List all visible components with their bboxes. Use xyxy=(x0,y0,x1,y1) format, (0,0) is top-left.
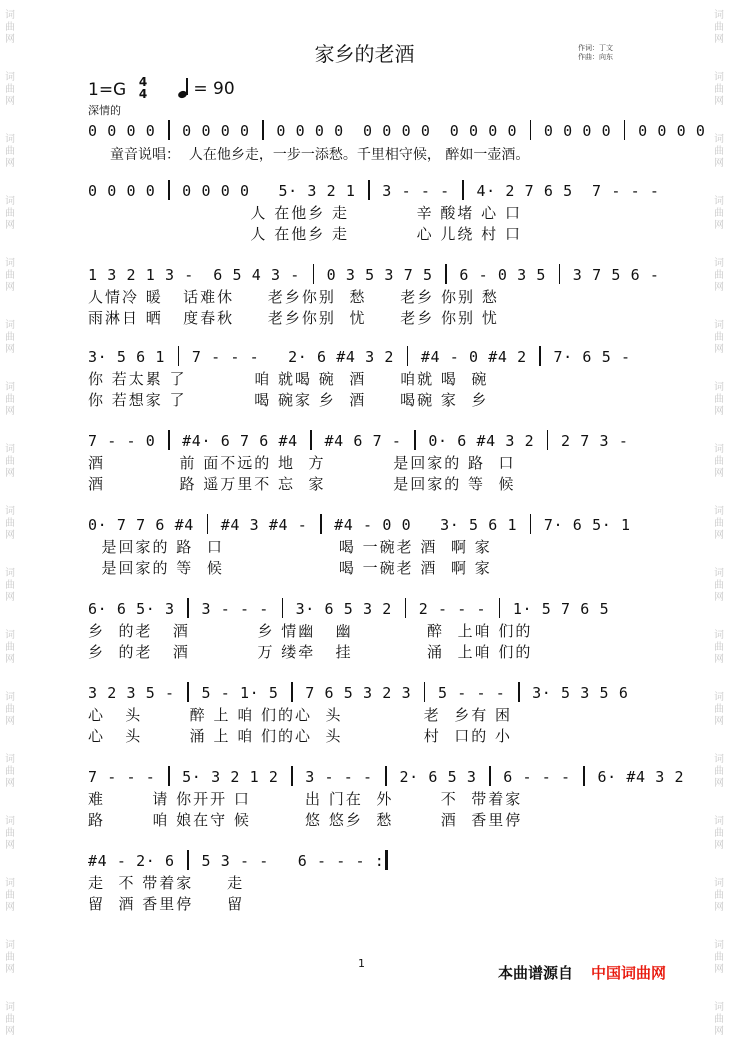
bar-line xyxy=(559,264,561,284)
bar-line xyxy=(368,180,370,200)
bar-line xyxy=(291,682,293,702)
lyrics-verse-1: 难 请 你开开 口 出 门在 外 不 带着家 xyxy=(88,790,523,808)
bar-line xyxy=(291,766,293,786)
bar-line xyxy=(407,346,409,366)
watermark-left xyxy=(3,10,17,1064)
watermark-text: 词 曲 网 xyxy=(5,444,15,479)
lyrics-verse-1: 酒 前 面不远的 地 方 是回家的 路 口 xyxy=(88,454,516,472)
bar-line xyxy=(518,682,520,702)
watermark-text: 词 曲 网 xyxy=(714,568,724,603)
system-notes: 6· 6 5· 3 3 - - - 3· 6 5 3 2 2 - - - 1· 5 7 6 5 xyxy=(88,600,610,618)
system-notes: 7 - - 0 #4· 6 7 6 #4 #4 6 7 - 0· 6 #4 3 2 2 7 3 - xyxy=(88,432,629,450)
bar-line xyxy=(424,682,426,702)
key-signature: 1=G xyxy=(88,80,127,100)
bar-line xyxy=(583,766,585,786)
lyrics-verse-2: 人 在他乡 走 心 儿绕 村 口 xyxy=(88,225,522,243)
expression-marking: 深情的 xyxy=(88,104,121,117)
watermark-text: 词 曲 网 xyxy=(5,940,15,975)
bar-line xyxy=(547,430,549,450)
watermark-text: 词 曲 网 xyxy=(714,692,724,727)
watermark-text: 词 曲 网 xyxy=(714,630,724,665)
lyrics-verse-1: 人 在他乡 走 辛 酸堵 心 口 xyxy=(88,204,522,222)
watermark-text: 词 曲 网 xyxy=(714,506,724,541)
end-bar-line xyxy=(385,850,388,870)
watermark-text: 词 曲 网 xyxy=(714,134,724,169)
watermark-text: 词 曲 网 xyxy=(5,878,15,913)
system-notes: 3 2 3 5 - 5 - 1· 5 7 6 5 3 2 3 5 - - - 3· 5 3 5 6 xyxy=(88,684,629,702)
lyricist: 作词：丁文 xyxy=(578,44,613,52)
bar-line xyxy=(313,264,315,284)
watermark-text: 词 曲 网 xyxy=(714,72,724,107)
song-title: 家乡的老酒 xyxy=(314,42,415,66)
watermark-text: 词 曲 网 xyxy=(714,1002,724,1037)
watermark-text: 词 曲 网 xyxy=(5,382,15,417)
bar-line xyxy=(207,514,209,534)
bar-line xyxy=(624,120,626,140)
watermark-text: 词 曲 网 xyxy=(714,382,724,417)
lyrics-verse-1: 心 头 醉 上 咱 们的心 头 老 乡有 困 xyxy=(88,706,513,724)
bar-line xyxy=(168,180,170,200)
bar-line xyxy=(187,598,189,618)
watermark-text: 词 曲 网 xyxy=(5,1002,15,1037)
lyrics-verse-1: 你 若太累 了 咱 就喝 碗 酒 咱就 喝 碗 xyxy=(88,370,489,388)
watermark-text: 词 曲 网 xyxy=(5,320,15,355)
system-notes: 0 0 0 0 0 0 0 0 5· 3 2 1 3 - - - 4· 2 7 6 5 7 - - - xyxy=(88,182,660,200)
watermark-text: 词 曲 网 xyxy=(714,320,724,355)
system-notes: 0· 7 7 6 #4 #4 3 #4 - #4 - 0 0 3· 5 6 1 7· 6 5· 1 xyxy=(88,516,631,534)
source-site: 中国词曲网 xyxy=(591,964,667,982)
system-notes: #4 - 2· 6 5 3 - - 6 - - - : xyxy=(88,850,648,870)
watermark-text: 词 曲 网 xyxy=(5,72,15,107)
lyrics-verse-1: 走 不 带着家 走 xyxy=(88,874,245,892)
bar-line xyxy=(282,598,284,618)
bar-line xyxy=(499,598,501,618)
watermark-text: 词 曲 网 xyxy=(714,940,724,975)
watermark-text: 词 曲 网 xyxy=(714,878,724,913)
watermark-text: 词 曲 网 xyxy=(5,258,15,293)
watermark-text: 词 曲 网 xyxy=(5,568,15,603)
source-credit xyxy=(498,962,666,983)
tempo-marking xyxy=(178,78,235,99)
credits xyxy=(578,44,613,62)
bar-line xyxy=(187,682,189,702)
lyrics-verse-2: 酒 路 遥万里不 忘 家 是回家的 等 候 xyxy=(88,475,516,493)
bar-line xyxy=(320,514,322,534)
bar-line xyxy=(462,180,464,200)
watermark-text: 词 曲 网 xyxy=(714,816,724,851)
watermark-text: 词 曲 网 xyxy=(5,10,15,45)
tempo-value: = 90 xyxy=(193,79,235,99)
bar-line xyxy=(168,766,170,786)
lyrics-verse-2: 你 若想家 了 喝 碗家 乡 酒 喝碗 家 乡 xyxy=(88,391,489,409)
time-signature-bottom: 4 xyxy=(138,87,148,101)
intro-narration: 童音说唱： 人在他乡走，一步一添愁。千里相守候， 醉如一壶酒。 xyxy=(110,147,530,163)
watermark-text: 词 曲 网 xyxy=(714,754,724,789)
watermark-right xyxy=(712,10,726,1064)
lyrics-verse-2: 雨淋日 晒 度春秋 老乡你别 忧 老乡 你别 忧 xyxy=(88,309,499,327)
bar-line xyxy=(539,346,541,366)
watermark-text: 词 曲 网 xyxy=(714,10,724,45)
source-prefix: 本曲谱源自 xyxy=(498,964,574,982)
watermark-text: 词 曲 网 xyxy=(714,196,724,231)
bar-line xyxy=(178,346,180,366)
bar-line xyxy=(262,120,264,140)
bar-line xyxy=(414,430,416,450)
lyrics-verse-1: 乡 的老 酒 乡 情幽 幽 醉 上咱 们的 xyxy=(88,622,533,640)
composer: 作曲：向东 xyxy=(578,53,613,61)
bar-line xyxy=(489,766,491,786)
bar-line xyxy=(530,120,532,140)
lyrics-verse-1: 人情冷 暖 话难休 老乡你别 愁 老乡 你别 愁 xyxy=(88,288,499,306)
time-signature xyxy=(137,76,149,100)
watermark-text: 词 曲 网 xyxy=(5,196,15,231)
bar-line xyxy=(530,514,532,534)
bar-line xyxy=(385,766,387,786)
lyrics-verse-2: 路 咱 娘在守 候 悠 悠乡 愁 酒 香里停 xyxy=(88,811,523,829)
repeat-sign: : xyxy=(374,852,385,870)
lyrics-verse-2: 留 酒 香里停 留 xyxy=(88,895,245,913)
watermark-text: 词 曲 网 xyxy=(5,506,15,541)
bar-line xyxy=(168,430,170,450)
system-notes: 7 - - - 5· 3 2 1 2 3 - - - 2· 6 5 3 6 - - - 6· #4 3 2 xyxy=(88,768,685,786)
watermark-text: 词 曲 网 xyxy=(5,754,15,789)
bar-line xyxy=(187,850,189,870)
bar-line xyxy=(168,120,170,140)
lyrics-verse-1: 是回家的 路 口 喝 一碗老 酒 啊 家 xyxy=(88,538,492,556)
lyrics-verse-2: 乡 的老 酒 万 缕牵 挂 涌 上咱 们的 xyxy=(88,643,533,661)
watermark-text: 词 曲 网 xyxy=(5,630,15,665)
watermark-text: 词 曲 网 xyxy=(5,816,15,851)
intro-notes: 0 0 0 0 0 0 0 0 0 0 0 0 0 0 0 0 0 0 0 0 0 0 0 0 0 0 0 0 xyxy=(88,122,706,140)
watermark-text: 词 曲 网 xyxy=(714,444,724,479)
page-number: 1 xyxy=(358,957,365,970)
lyrics-verse-2: 是回家的 等 候 喝 一碗老 酒 啊 家 xyxy=(88,559,492,577)
quarter-note-icon xyxy=(178,78,188,98)
bar-line xyxy=(310,430,312,450)
system-notes: 3· 5 6 1 7 - - - 2· 6 #4 3 2 #4 - 0 #4 2 7· 6 5 - xyxy=(88,348,631,366)
system-notes: 1 3 2 1 3 - 6 5 4 3 - 0 3 5 3 7 5 6 - 0 3 5 3 7 5 6 - xyxy=(88,266,660,284)
watermark-text: 词 曲 网 xyxy=(714,258,724,293)
bar-line xyxy=(405,598,407,618)
bar-line xyxy=(445,264,447,284)
time-signature-top: 4 xyxy=(138,75,148,89)
watermark-text: 词 曲 网 xyxy=(5,134,15,169)
watermark-text: 词 曲 网 xyxy=(5,692,15,727)
lyrics-verse-2: 心 头 涌 上 咱 们的心 头 村 口的 小 xyxy=(88,727,513,745)
